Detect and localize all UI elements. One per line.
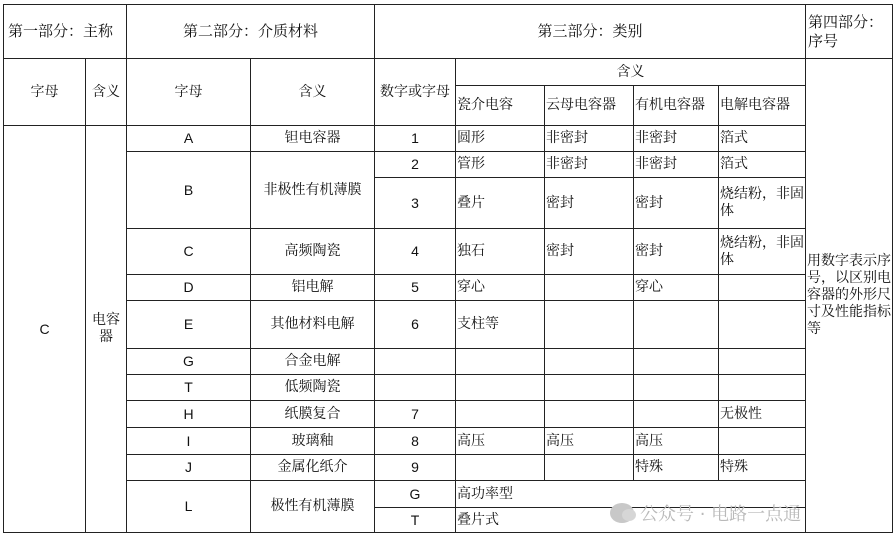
- category-organic: [634, 375, 719, 401]
- material-meaning: 钽电容器: [251, 126, 375, 152]
- main-letter: C: [4, 126, 86, 533]
- category-mica: 密封: [545, 178, 634, 229]
- category-ceramic: 圆形: [456, 126, 545, 152]
- header-part3: 第三部分：类别: [375, 5, 806, 59]
- category-code: 3: [375, 178, 456, 229]
- category-code: 2: [375, 152, 456, 178]
- category-electrolytic: [719, 349, 806, 375]
- part4-description: 用数字表示序号，以区别电容器的外形尺寸及性能指标等: [806, 59, 893, 533]
- material-letter: T: [127, 375, 251, 401]
- header-cat-ceramic: 瓷介电容: [456, 86, 545, 126]
- category-ceramic: 高功率型: [456, 481, 806, 508]
- header-meaning-2: 含义: [251, 59, 375, 126]
- category-electrolytic: [719, 301, 806, 349]
- header-num-or-letter: 数字或字母: [375, 59, 456, 126]
- category-organic: 非密封: [634, 152, 719, 178]
- category-mica: [545, 349, 634, 375]
- category-mica: [545, 375, 634, 401]
- category-organic: [634, 301, 719, 349]
- category-ceramic: 高压: [456, 428, 545, 455]
- category-electrolytic: 箔式: [719, 126, 806, 152]
- header-cat-mica: 云母电容器: [545, 86, 634, 126]
- category-electrolytic: 箔式: [719, 152, 806, 178]
- category-organic: 穿心: [634, 275, 719, 301]
- category-code: 1: [375, 126, 456, 152]
- category-electrolytic: [719, 275, 806, 301]
- header-part1: 第一部分：主称: [4, 5, 127, 59]
- material-meaning: 玻璃釉: [251, 428, 375, 455]
- category-electrolytic: [719, 375, 806, 401]
- material-letter: E: [127, 301, 251, 349]
- material-letter: G: [127, 349, 251, 375]
- material-meaning: 纸膜复合: [251, 401, 375, 428]
- header-sub-meaning: 含义: [456, 59, 806, 86]
- category-code: 5: [375, 275, 456, 301]
- capacitor-naming-table: [3, 4, 893, 533]
- category-mica: [545, 275, 634, 301]
- header-cat-organic: 有机电容器: [634, 86, 719, 126]
- category-ceramic: [456, 349, 545, 375]
- header-cat-electrolytic: 电解电容器: [719, 86, 806, 126]
- category-mica: 高压: [545, 428, 634, 455]
- category-mica: 密封: [545, 229, 634, 275]
- category-organic: 高压: [634, 428, 719, 455]
- category-mica: [545, 455, 634, 481]
- material-meaning: 其他材料电解: [251, 301, 375, 349]
- header-part2: 第二部分：介质材料: [127, 5, 375, 59]
- category-electrolytic: [719, 428, 806, 455]
- watermark-text: 公众号 · 电路一点通: [640, 504, 802, 525]
- watermark: [610, 500, 801, 526]
- header-meaning-1: 含义: [86, 59, 127, 126]
- category-ceramic: [456, 401, 545, 428]
- material-meaning: 低频陶瓷: [251, 375, 375, 401]
- material-meaning: 铝电解: [251, 275, 375, 301]
- category-organic: [634, 349, 719, 375]
- category-electrolytic: 烧结粉，非固体: [719, 229, 806, 275]
- wechat-icon: [610, 503, 634, 523]
- material-letter: H: [127, 401, 251, 428]
- category-code: [375, 375, 456, 401]
- header-part4: 第四部分：序号: [806, 5, 893, 59]
- category-organic: 密封: [634, 229, 719, 275]
- category-code: G: [375, 481, 456, 508]
- category-ceramic: 穿心: [456, 275, 545, 301]
- category-electrolytic: 烧结粉，非固体: [719, 178, 806, 229]
- category-electrolytic: 特殊: [719, 455, 806, 481]
- category-ceramic: 管形: [456, 152, 545, 178]
- category-code: 6: [375, 301, 456, 349]
- category-ceramic: [456, 375, 545, 401]
- category-organic: 非密封: [634, 126, 719, 152]
- category-mica: 非密封: [545, 126, 634, 152]
- category-mica: 非密封: [545, 152, 634, 178]
- material-letter: C: [127, 229, 251, 275]
- material-meaning: 合金电解: [251, 349, 375, 375]
- material-letter: D: [127, 275, 251, 301]
- material-letter: B: [127, 152, 251, 229]
- category-ceramic: 叠片: [456, 178, 545, 229]
- header-letter-2: 字母: [127, 59, 251, 126]
- material-letter: J: [127, 455, 251, 481]
- material-meaning: 金属化纸介: [251, 455, 375, 481]
- category-code: 4: [375, 229, 456, 275]
- category-electrolytic: 无极性: [719, 401, 806, 428]
- material-meaning: 高频陶瓷: [251, 229, 375, 275]
- category-code: 8: [375, 428, 456, 455]
- category-mica: [545, 401, 634, 428]
- category-code: [375, 349, 456, 375]
- category-organic: 密封: [634, 178, 719, 229]
- category-ceramic: 支柱等: [456, 301, 545, 349]
- material-meaning: 非极性有机薄膜: [251, 152, 375, 229]
- material-letter: I: [127, 428, 251, 455]
- main-meaning: 电容器: [86, 126, 127, 533]
- category-organic: 特殊: [634, 455, 719, 481]
- material-letter: A: [127, 126, 251, 152]
- material-letter: L: [127, 481, 251, 533]
- category-ceramic: 独石: [456, 229, 545, 275]
- category-mica: [545, 301, 634, 349]
- category-ceramic: [456, 455, 545, 481]
- category-ceramic: 叠片式: [456, 508, 806, 533]
- header-letter-1: 字母: [4, 59, 86, 126]
- category-code: 9: [375, 455, 456, 481]
- category-code: 7: [375, 401, 456, 428]
- material-meaning: 极性有机薄膜: [251, 481, 375, 533]
- category-code: T: [375, 508, 456, 533]
- category-organic: [634, 401, 719, 428]
